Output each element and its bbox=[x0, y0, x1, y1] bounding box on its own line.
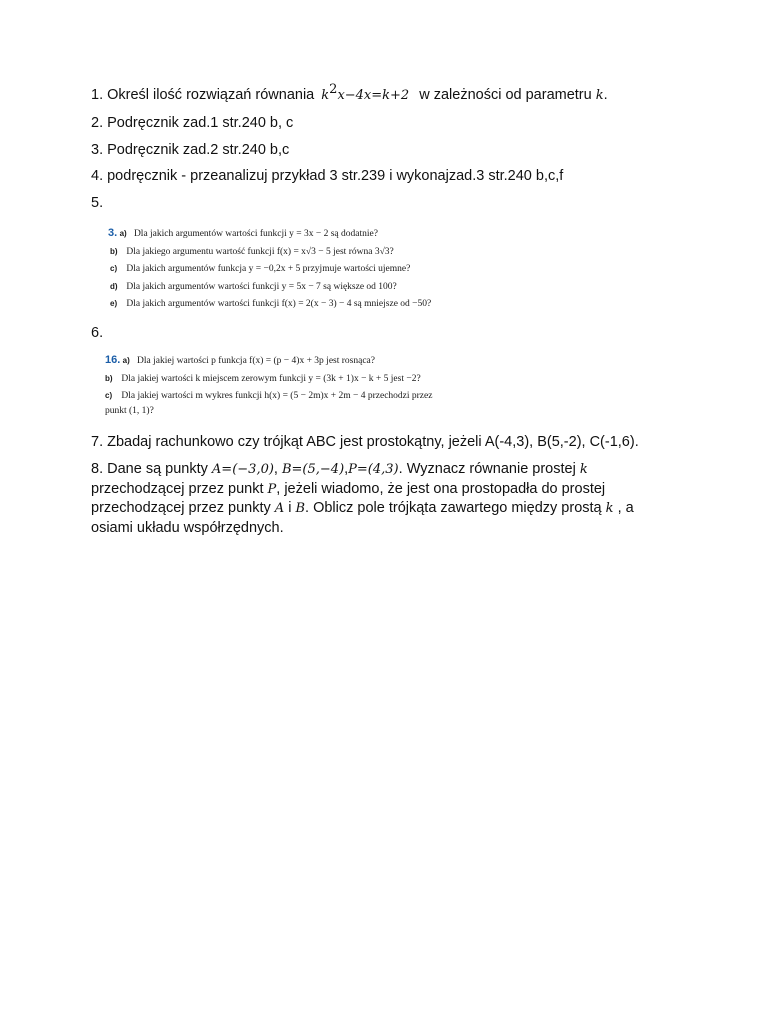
exercise-16-continuation: punkt (1, 1)? bbox=[105, 405, 154, 416]
task-4: 4. podręcznik - przeanalizuj przykład 3 str.239 i wykonajzad.3 str.240 b,c,f bbox=[91, 168, 564, 184]
exercise-16-text: Dla jakiej wartości m wykres funkcji h(x) = (5 − 2m)x + 2m − 4 przechodzi przez bbox=[121, 391, 433, 401]
exercise-16-row bbox=[91, 352, 432, 370]
task-2: 2. Podręcznik zad.1 str.240 b, c bbox=[91, 115, 294, 131]
exercise-3-row bbox=[91, 225, 431, 243]
task-1-period: . bbox=[603, 87, 608, 103]
task-1-text: Określ ilość rozwiązań równania bbox=[107, 87, 315, 103]
exercise-3-text: Dla jakich argumentów funkcja y = −0,2x + 5 przyjmuje wartości ujemne? bbox=[126, 264, 411, 274]
exercise-16-row bbox=[91, 370, 432, 388]
point-p: P=(4,3) bbox=[348, 462, 399, 477]
task-5: 5. bbox=[91, 195, 104, 211]
exercise-3-letter: e) bbox=[110, 299, 118, 308]
task-8-text: , a bbox=[617, 500, 634, 516]
exercise-3-image bbox=[91, 225, 431, 313]
exercise-16-image bbox=[91, 352, 432, 417]
exercise-3-number: 3. bbox=[108, 227, 118, 239]
exercise-16-letter: a) bbox=[122, 356, 130, 365]
exercise-3-letter: b) bbox=[110, 246, 118, 256]
point-b: B=(5,−4) bbox=[281, 462, 345, 477]
task-8-line-4: osiami układu współrzędnych. bbox=[91, 519, 284, 536]
task-1-text-continued: w zależności od parametru bbox=[419, 87, 592, 103]
task-8-line-1 bbox=[91, 460, 691, 480]
exercise-3-row bbox=[91, 243, 431, 261]
exercise-16-letter: c) bbox=[105, 391, 113, 400]
task-8-text: . Wyznacz równanie prostej bbox=[398, 461, 576, 477]
task-7: 7. Zbadaj rachunkowo czy trójkąt ABC jest prostokątny, jeżeli A(-4,3), B(5,-2), C(-1,6). bbox=[91, 434, 639, 450]
line-k-ref: k bbox=[605, 501, 614, 516]
exercise-3-text: Dla jakich argumentów wartości funkcji f(x) = 2(x − 3) − 4 są mniejsze od −50? bbox=[126, 299, 432, 309]
exercise-3-letter: a) bbox=[119, 229, 127, 238]
exercise-16-text: Dla jakiej wartości p funkcja f(x) = (p − 4)x + 3p jest rosnąca? bbox=[137, 356, 375, 366]
separator: , bbox=[344, 461, 349, 477]
point-a: A=(−3,0) bbox=[211, 462, 274, 477]
equation bbox=[321, 82, 410, 103]
line-k: k bbox=[579, 462, 588, 477]
equation-exponent: 2 bbox=[329, 82, 338, 98]
exercise-16-letter: b) bbox=[105, 373, 113, 383]
task-8-text: przechodzącej przez punkt bbox=[91, 480, 264, 497]
task-8-line-3 bbox=[91, 499, 691, 519]
task-8-text: i bbox=[288, 500, 292, 516]
exercise-3-text: Dla jakiego argumentu wartość funkcji f(x) = x√3 − 5 jest równa 3√3? bbox=[126, 246, 394, 257]
task-8-text: , jeżeli wiadomo, że jest ona prostopadła do prostej bbox=[276, 480, 606, 497]
separator: , bbox=[273, 461, 278, 477]
exercise-3-letter: c) bbox=[110, 264, 118, 273]
point-a-ref: A bbox=[274, 501, 285, 516]
task-1 bbox=[91, 82, 608, 105]
exercise-3-text: Dla jakich argumentów wartości funkcji y = 3x − 2 są dodatnie? bbox=[133, 229, 378, 239]
exercise-3-text: Dla jakich argumentów wartości funkcji y = 5x − 7 są większe od 100? bbox=[126, 281, 397, 292]
task-8-text: przechodzącej przez punkty bbox=[91, 500, 271, 516]
task-3: 3. Podręcznik zad.2 str.240 b,c bbox=[91, 142, 290, 158]
task-6: 6. bbox=[91, 325, 104, 341]
exercise-3-letter: d) bbox=[110, 281, 118, 291]
task-8-text: . Oblicz pole trójkąta zawartego między prostą bbox=[305, 500, 602, 516]
equation-k: k bbox=[321, 88, 330, 103]
parameter-k: k bbox=[595, 88, 604, 103]
task-8-text: 8. Dane są punkty bbox=[91, 461, 208, 477]
exercise-16-row bbox=[91, 387, 432, 405]
equation-rest: x−4x=k+2 bbox=[337, 88, 410, 103]
exercise-16-text: Dla jakiej wartości k miejscem zerowym funkcji y = (3k + 1)x − k + 5 jest −2? bbox=[121, 373, 421, 384]
exercise-16-number: 16. bbox=[105, 354, 121, 366]
task-1-number: 1. bbox=[91, 87, 104, 103]
point-p-ref: P bbox=[267, 481, 277, 497]
point-b-ref: B bbox=[295, 501, 306, 516]
exercise-3-row bbox=[91, 295, 431, 313]
exercise-3-row bbox=[91, 260, 431, 278]
exercise-3-row bbox=[91, 278, 431, 296]
task-8 bbox=[91, 460, 691, 537]
task-8-line-2 bbox=[91, 480, 691, 500]
